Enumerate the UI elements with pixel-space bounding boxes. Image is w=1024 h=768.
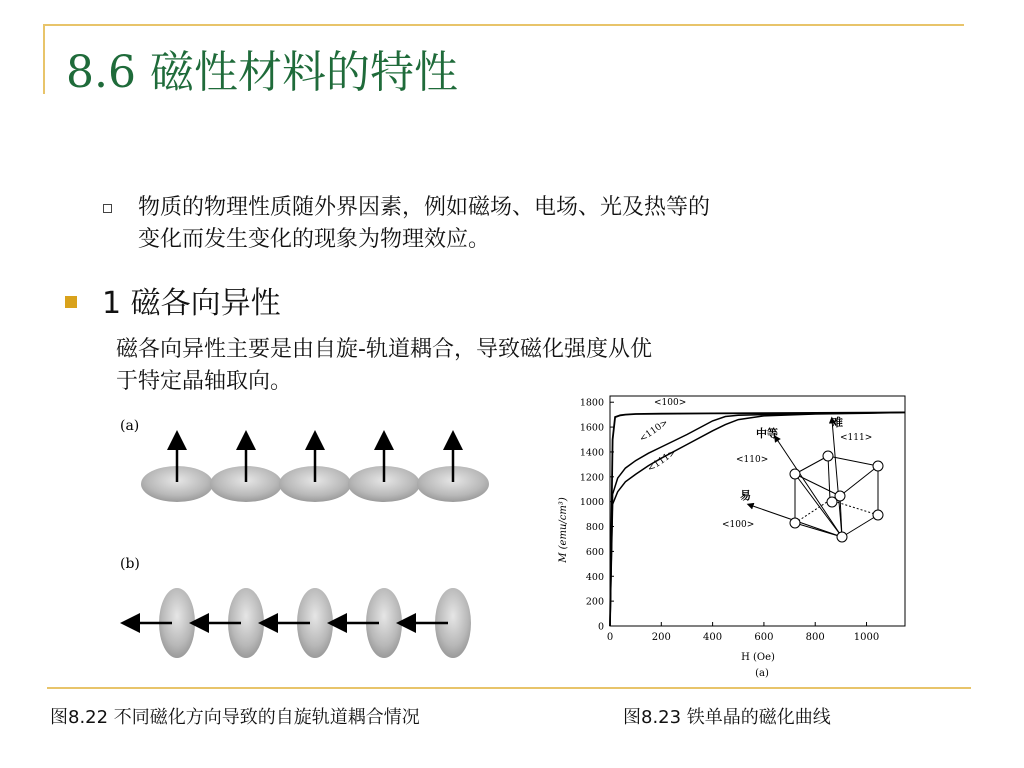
inset-label-hard: 难 <box>832 416 843 429</box>
y-axis-label: M (emu/cm³) <box>558 497 569 563</box>
inset-label-110: <110> <box>736 455 769 465</box>
desc-line2: 于特定晶轴取向。 <box>116 369 293 394</box>
atom-node <box>873 461 883 471</box>
chart-series <box>610 412 905 626</box>
atom-node <box>790 469 800 479</box>
figure-label-b: (b) <box>120 556 140 572</box>
cube-edge <box>795 456 828 474</box>
desc-line1: 磁各向异性主要是由自旋-轨道耦合，导致磁化强度从优 <box>116 337 652 362</box>
y-tick-label: 1000 <box>579 497 604 509</box>
y-tick-label: 200 <box>585 596 604 608</box>
chart-sublabel: (a) <box>755 668 769 679</box>
hollow-square-bullet-icon <box>103 204 112 213</box>
bottom-rule <box>47 687 971 689</box>
x-tick-label: 400 <box>703 632 723 643</box>
slide-title: 8.6 磁性材料的特性 <box>66 47 458 98</box>
x-tick-label: 200 <box>651 632 671 643</box>
section-heading: 1 磁各向异性 <box>102 286 281 321</box>
series-name-label: <111> <box>645 447 679 475</box>
atom-node <box>837 532 847 542</box>
inset-label-easy: 易 <box>740 489 751 502</box>
x-tick-label: 1000 <box>853 632 880 643</box>
caption-left: 图8.22 不同磁化方向导致的自旋轨道耦合情况 <box>50 707 420 728</box>
chart-series-labels <box>638 398 686 474</box>
atom-node <box>823 451 833 461</box>
y-tick-label: 400 <box>585 571 604 583</box>
y-tick-label: 0 <box>597 621 604 633</box>
y-tick-label: 1200 <box>579 472 604 484</box>
point1-line1: 物质的物理性质随外界因素，例如磁场、电场、光及热等的 <box>138 195 711 220</box>
cube-edge <box>842 515 878 537</box>
series-name-label: <110> <box>637 417 671 445</box>
x-tick-label: 800 <box>805 632 825 643</box>
figure-label-a: (a) <box>120 418 140 434</box>
magnetization-chart <box>550 380 920 682</box>
y-tick-label: 1600 <box>579 422 604 434</box>
caption-right: 图8.23 铁单晶的磁化曲线 <box>623 707 831 728</box>
inset-label-111: <111> <box>840 433 873 443</box>
series-name-label: <100> <box>654 398 687 408</box>
curve-111 <box>610 412 905 626</box>
atom-node <box>873 510 883 520</box>
square-bullet-icon <box>65 296 77 308</box>
cube-edge <box>840 466 878 496</box>
curve-100 <box>610 412 905 626</box>
title-side-rule <box>43 24 45 94</box>
y-tick-label: 1800 <box>579 397 604 409</box>
point1-line2: 变化而发生变化的现象为物理效应。 <box>138 227 491 252</box>
curve-110 <box>610 412 905 626</box>
y-tick-label: 1400 <box>579 447 604 459</box>
title-rule <box>44 24 964 26</box>
x-tick-label: 0 <box>606 632 614 643</box>
y-tick-label: 800 <box>585 522 604 534</box>
spin-orbit-figure <box>112 408 492 670</box>
x-axis-label: H (Oe) <box>741 652 775 663</box>
atom-node <box>827 497 837 507</box>
cube-edge <box>828 456 830 500</box>
x-tick-label: 600 <box>754 632 774 643</box>
inset-label-100: <100> <box>722 520 755 530</box>
atom-node <box>790 518 800 528</box>
inset-label-medium: 中等 <box>756 427 778 440</box>
y-tick-label: 600 <box>585 546 604 558</box>
